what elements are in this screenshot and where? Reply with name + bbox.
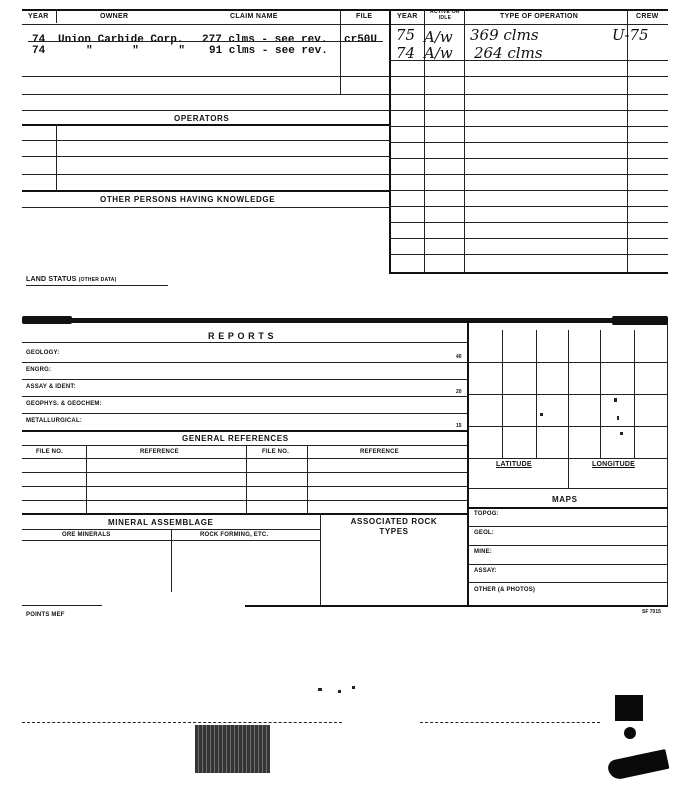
activity-row-2-status: A/w: [424, 44, 453, 62]
other-persons-heading: OTHER PERSONS HAVING KNOWLEDGE: [100, 195, 276, 204]
general-references-heading: GENERAL REFERENCES: [182, 434, 289, 443]
report-geology-label: GEOLOGY:: [26, 350, 60, 356]
header-active-or-idle: ACTIVE OR IDLE: [430, 9, 460, 21]
longitude-label: LONGITUDE: [592, 461, 636, 468]
activity-row-1-operation: 369 clms: [470, 26, 539, 44]
form-number: SF 7015: [642, 609, 661, 615]
report-row-line: [22, 362, 468, 363]
grid-row: [468, 426, 668, 427]
maps-assay-label: ASSAY:: [474, 568, 497, 574]
activity-row-2-year: 74: [396, 44, 416, 62]
ref-row-line: [22, 500, 468, 501]
owner-row-2-owner: " " ": [86, 45, 186, 57]
activity-row-line: [389, 76, 668, 77]
activity-row-line: [389, 142, 668, 143]
grid-col: [568, 330, 569, 488]
scan-speck: [318, 688, 322, 691]
activity-row-line: [389, 158, 668, 159]
grid-row: [468, 458, 668, 459]
col-line-crew: [627, 9, 628, 273]
maps-row-line: [468, 526, 668, 527]
report-row-line: [22, 396, 468, 397]
header-type-of-operation: TYPE OF OPERATION: [500, 13, 579, 20]
ref-file-no-header: FILE NO.: [36, 449, 63, 455]
activity-row-1-year: 75: [396, 26, 416, 44]
activity-row-1-status: A/w: [424, 28, 453, 46]
maps-row-line: [468, 545, 668, 546]
activity-bottom-line: [389, 272, 668, 274]
ref-row-line: [22, 486, 468, 487]
associated-rock-types-heading: ASSOCIATED ROCK TYPES: [350, 517, 438, 536]
rock-forming-header: ROCK FORMING, ETC.: [200, 532, 269, 538]
activity-row-line: [389, 222, 668, 223]
grid-right-edge: [667, 323, 668, 605]
latlong-bottom-line: [468, 488, 668, 489]
ref-row-line: [22, 472, 468, 473]
scan-line: [420, 722, 600, 723]
points-label: POINTS MEF: [26, 612, 65, 618]
activity-row-2-operation: 264 clms: [474, 44, 543, 62]
ref-reference-header: REFERENCE: [140, 449, 179, 455]
maps-geol-label: GEOL:: [474, 530, 494, 536]
land-status-heading: LAND STATUS (OTHER DATA): [26, 276, 117, 283]
col-line-file: [340, 9, 341, 94]
report-assay-num: 20: [456, 389, 462, 395]
owner-row-1-owner: Union Carbide Corp.: [58, 34, 184, 46]
reports-top-bar: [22, 318, 668, 323]
activity-row-line: [389, 254, 668, 255]
scan-black-dot: [624, 727, 636, 739]
mineral-assemblage-heading: MINERAL ASSEMBLAGE: [108, 518, 214, 527]
col-line-divider-main: [389, 9, 391, 273]
ore-minerals-header: ORE MINERALS: [62, 532, 111, 538]
form-bottom-line-left: [22, 605, 102, 606]
row-line: [22, 110, 390, 111]
owner-row-2-claim: 91 clms - see rev.: [209, 45, 328, 57]
operators-col-line: [56, 124, 57, 190]
reports-top-bar-left-cap: [22, 316, 72, 324]
ref-subheader-line: [22, 458, 468, 459]
ref-col-line: [86, 445, 87, 513]
operators-bottom-line: [22, 190, 390, 192]
mineral-assoc-divider: [320, 513, 321, 605]
header-divider: [22, 24, 668, 25]
header-owner: OWNER: [100, 13, 129, 20]
mineral-col-line: [171, 529, 172, 592]
owner-row-1-strike: [28, 41, 383, 42]
ref-reference-header-2: REFERENCE: [360, 449, 399, 455]
maps-heading: MAPS: [552, 495, 578, 504]
maps-other-label: OTHER (& PHOTOS): [474, 587, 536, 593]
activity-row-line: [389, 206, 668, 207]
reports-heading: R E P O R T S: [208, 331, 275, 341]
owner-row-2-year: 74: [32, 45, 46, 57]
scan-line: [22, 722, 342, 723]
ref-col-line: [307, 445, 308, 513]
scan-dark-patch: [195, 725, 270, 773]
activity-row-line: [389, 174, 668, 175]
report-metallurgical-label: METALLURGICAL:: [26, 418, 83, 424]
operators-row-line: [22, 174, 390, 175]
activity-row-line: [389, 60, 668, 61]
report-row-line: [22, 413, 468, 414]
ref-file-no-header-2: FILE NO.: [262, 449, 289, 455]
operators-heading: OPERATORS: [174, 114, 230, 123]
col-line-active: [464, 9, 465, 273]
land-status-underline: [26, 285, 168, 286]
row-line: [22, 76, 390, 77]
reports-top-bar-right-cap: [612, 316, 668, 325]
header-claim-name: CLAIM NAME: [230, 13, 278, 20]
activity-row-1-crew: U-75: [612, 26, 649, 44]
maps-mine-label: MINE:: [474, 549, 492, 555]
row-line: [22, 94, 390, 95]
grid-row: [468, 394, 668, 395]
report-engrg-label: ENGRG:: [26, 367, 52, 373]
references-header-line: [22, 445, 468, 446]
ref-col-line: [246, 445, 247, 513]
report-geology-num: 40: [456, 354, 462, 360]
operators-line: [22, 124, 390, 126]
scan-dark-smudge: [607, 749, 670, 781]
scan-speck: [352, 686, 355, 689]
report-geophys-label: GEOPHYS. & GEOCHEM:: [26, 401, 102, 407]
report-metallurgical-num: 15: [456, 423, 462, 429]
grid-row: [468, 362, 668, 363]
report-row-line: [22, 379, 468, 380]
form-bottom-line: [245, 605, 668, 607]
activity-row-line: [389, 190, 668, 191]
latitude-label: LATITUDE: [496, 461, 532, 468]
col-line-year: [56, 9, 57, 23]
maps-topog-label: TOPOG:: [474, 511, 499, 517]
report-bottom-line: [22, 430, 468, 432]
maps-row-line: [468, 582, 668, 583]
activity-row-line: [389, 94, 668, 95]
activity-row-line: [389, 238, 668, 239]
owner-row-1-claim: 277 clms - see rev.: [202, 34, 328, 46]
header-year: YEAR: [28, 13, 49, 20]
scan-speck: [617, 416, 619, 420]
reports-right-border: [467, 323, 469, 605]
header-crew: CREW: [636, 13, 659, 20]
scan-speck: [338, 690, 341, 693]
reports-header-line: [22, 342, 468, 343]
scan-black-square: [615, 695, 643, 721]
operators-row-line: [22, 156, 390, 157]
activity-row-line: [389, 110, 668, 111]
activity-row-line: [389, 126, 668, 127]
owner-row-1-year: 74: [32, 34, 46, 46]
owner-row-1-file: cr50U: [344, 34, 378, 46]
maps-header-line: [468, 507, 668, 509]
operators-row-line: [22, 140, 390, 141]
scan-speck: [620, 432, 623, 435]
top-border: [22, 9, 668, 11]
other-persons-line: [22, 207, 390, 208]
header-year-2: YEAR: [397, 13, 418, 20]
report-assay-label: ASSAY & IDENT:: [26, 384, 76, 390]
scan-speck: [614, 398, 617, 402]
maps-row-line: [468, 564, 668, 565]
scan-speck: [540, 413, 543, 416]
ref-bottom-line: [22, 513, 468, 515]
header-file: FILE: [356, 13, 373, 20]
